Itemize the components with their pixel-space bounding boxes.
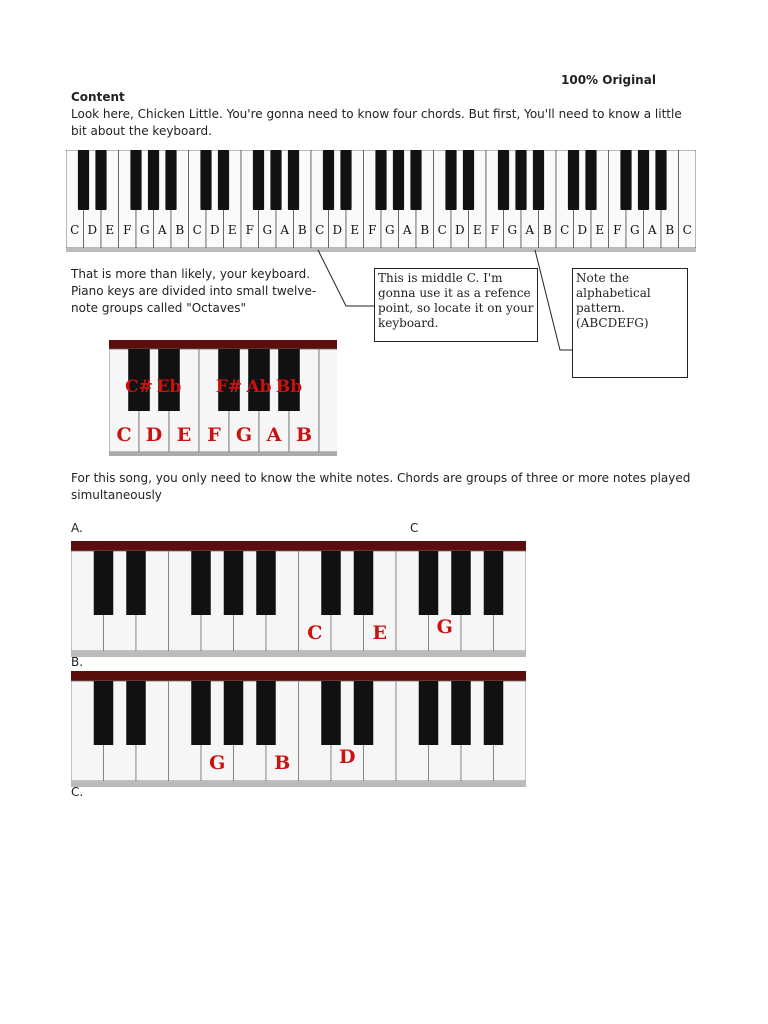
black-key bbox=[321, 681, 341, 745]
black-key bbox=[484, 681, 504, 745]
chord-note-label: G bbox=[209, 752, 226, 774]
key-note-label: B bbox=[297, 223, 307, 237]
white-note-label: F bbox=[207, 424, 221, 446]
key-note-label: F bbox=[123, 223, 132, 237]
callout-middle-c: This is middle C. I'm gonna use it as a refence point, so locate it on your keyboard. bbox=[374, 268, 538, 342]
white-note-label: G bbox=[235, 424, 253, 446]
black-note-label: Ab bbox=[246, 377, 272, 397]
key-note-label: B bbox=[665, 223, 675, 237]
key-note-label: A bbox=[647, 223, 657, 237]
key-note-label: G bbox=[629, 223, 640, 237]
key-note-label: D bbox=[87, 223, 98, 237]
black-key bbox=[354, 681, 374, 745]
black-note-label: C# bbox=[125, 377, 153, 397]
key-note-label: D bbox=[209, 223, 220, 237]
chord-note-label: D bbox=[339, 746, 356, 768]
key-note-label: E bbox=[350, 223, 360, 237]
key-note-label: B bbox=[542, 223, 552, 237]
key-note-label: G bbox=[384, 223, 395, 237]
black-key bbox=[191, 681, 211, 745]
white-note-label: C bbox=[116, 424, 132, 446]
key-note-label: E bbox=[595, 223, 605, 237]
black-key bbox=[419, 551, 439, 615]
chord-label-c-top: C bbox=[410, 521, 419, 535]
key-note-label: A bbox=[402, 223, 412, 237]
content-heading: Content bbox=[71, 90, 125, 104]
black-note-label: Eb bbox=[156, 377, 182, 397]
black-key bbox=[256, 551, 276, 615]
black-note-label: F# bbox=[215, 377, 243, 397]
black-key bbox=[256, 681, 276, 745]
black-key bbox=[94, 551, 114, 615]
black-key bbox=[321, 551, 341, 615]
keyboard-explanation: That is more than likely, your keyboard. Piano keys are divided into small twelve-note groups called "Octaves" bbox=[71, 267, 317, 315]
key-note-label: A bbox=[525, 223, 535, 237]
chord-note-label: G bbox=[436, 616, 453, 638]
key-note-label: E bbox=[105, 223, 115, 237]
chord-b-keyboard bbox=[71, 671, 526, 787]
black-key bbox=[191, 551, 211, 615]
key-note-label: G bbox=[262, 223, 273, 237]
black-key bbox=[126, 551, 146, 615]
key-note-label: C bbox=[70, 223, 80, 237]
chords-text: For this song, you only need to know the white notes. Chords are groups of three or more notes played simultaneously bbox=[71, 471, 691, 502]
octave-diagram bbox=[109, 340, 337, 456]
chord-label-a: A. bbox=[71, 521, 83, 535]
key-note-label: E bbox=[472, 223, 482, 237]
chord-note-label: B bbox=[274, 752, 291, 774]
chord-label-c: C. bbox=[71, 785, 84, 799]
black-key bbox=[451, 551, 471, 615]
black-key bbox=[224, 551, 244, 615]
key-note-label: C bbox=[437, 223, 447, 237]
white-note-label: E bbox=[176, 424, 192, 446]
key-note-label: D bbox=[577, 223, 588, 237]
key-note-label: G bbox=[139, 223, 150, 237]
key-note-label: A bbox=[157, 223, 167, 237]
intro-text: Look here, Chicken Little. You're gonna need to know four chords. But first, You'll need to know a little bit about the keyboard. bbox=[71, 107, 682, 138]
black-key bbox=[451, 681, 471, 745]
callout-pattern: Note the alphabetical pattern. (ABCDEFG) bbox=[572, 268, 688, 378]
white-note-label: A bbox=[266, 424, 282, 446]
key-note-label: A bbox=[280, 223, 290, 237]
key-note-label: C bbox=[560, 223, 570, 237]
black-key bbox=[126, 681, 146, 745]
original-tag: 100% Original bbox=[561, 73, 656, 87]
chord-a-keyboard bbox=[71, 541, 526, 657]
key-note-label: B bbox=[420, 223, 430, 237]
white-note-label: B bbox=[295, 424, 313, 446]
chord-label-b: B. bbox=[71, 655, 84, 669]
chord-note-label: C bbox=[307, 622, 323, 644]
white-note-label: D bbox=[145, 424, 163, 446]
chord-note-label: E bbox=[372, 622, 387, 644]
key-note-label: C bbox=[192, 223, 202, 237]
key-note-label: D bbox=[332, 223, 343, 237]
key-note-label: C bbox=[682, 223, 692, 237]
key-note-label: D bbox=[454, 223, 465, 237]
black-key bbox=[224, 681, 244, 745]
key-note-label: F bbox=[613, 223, 622, 237]
black-note-label: Bb bbox=[275, 377, 303, 397]
black-key bbox=[484, 551, 504, 615]
key-note-label: F bbox=[490, 223, 499, 237]
black-key bbox=[354, 551, 374, 615]
black-key bbox=[419, 681, 439, 745]
key-note-label: F bbox=[368, 223, 377, 237]
black-key bbox=[94, 681, 114, 745]
key-note-label: E bbox=[227, 223, 237, 237]
key-note-label: C bbox=[315, 223, 325, 237]
key-note-label: F bbox=[245, 223, 254, 237]
key-note-label: G bbox=[507, 223, 518, 237]
white-key bbox=[319, 349, 337, 452]
key-note-label: B bbox=[175, 223, 185, 237]
